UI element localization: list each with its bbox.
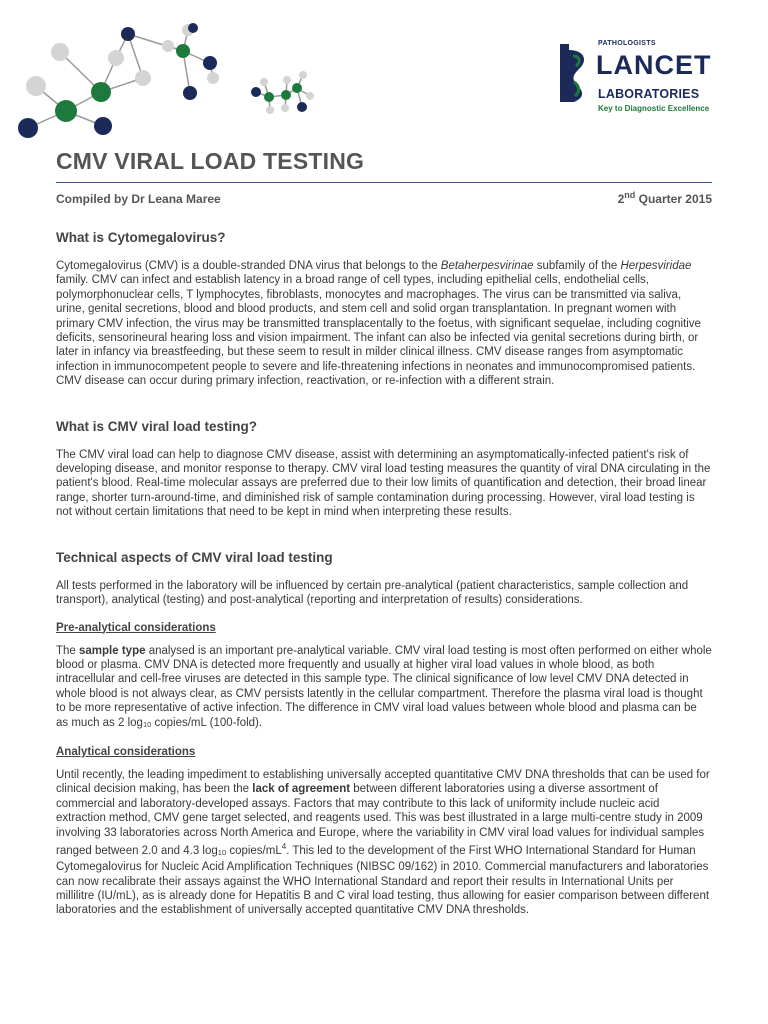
logo-tagline: Key to Diagnostic Excellence xyxy=(598,104,710,113)
text-run: Cytomegalovirus (CMV) is a double-stranded DNA virus that belongs to the xyxy=(56,260,441,272)
text-run: subfamily of the xyxy=(533,260,621,272)
citation-superscript: 4 xyxy=(281,841,287,851)
logo-pathologists-text: PATHOLOGISTS xyxy=(598,40,656,47)
subscript: 10 xyxy=(217,847,227,857)
subheading-analytical: Analytical considerations xyxy=(56,745,196,758)
molecule-illustration xyxy=(0,0,340,150)
text-run: . This led to the development of the First WHO International Standard for Human Cytomegalovirus for Nucleic Acid Amplification Techniques (NIBSC 09/162) in 2010. Commercial manufacturers and laboratories can now recalibrate their assays against the WHO International Standard and report their results in International Units per millilitre (IU/mL), as is already done for Hepatitis B and C viral load testing, thus allowing for easier comparison between different laboratories and the establishment of universally accepted quantitative CMV DNA thresholds. xyxy=(56,844,710,917)
paragraph-technical-intro: All tests performed in the laboratory will be influenced by certain pre-analytical (patient characteristics, sample collection and transport), analytical (testing) and post-analytical (reporting and interpretation of results) considerations. xyxy=(56,579,689,607)
paragraph-analytical xyxy=(56,768,712,918)
paragraph-cmv-intro xyxy=(56,259,712,389)
bold-term: sample type xyxy=(79,644,146,657)
text-run: family. CMV can infect and establish latency in a broad range of cell types, including epithelial cells, endothelial cells, polymorphonuclear cells, T lymphocytes, fibroblasts, monocytes and macrophages. The virus can be transmitted via saliva, urine, genital secretions, blood and blood products, and stem cell and solid organ transplantation. In pregnant women with primary CMV infection, the virus may be transmitted transplacentally to the foetus, with significant sequelae, including cognitive deficits, sensorineural hearing loss and vision impairment. The infant can also be infected via genital secretions during birth, or later in infancy via breastfeeding, but these seem to result in milder clinical illness. CMV disease ranges from asymptomatic infection in immunocompetent people to severe and life-threatening infections in neonates and immunocompromised patients. CMV disease can occur during primary infection, reactivation, or re-infection with a different strain. xyxy=(56,274,701,388)
text-run: analysed is an important pre-analytical variable. CMV viral load testing is most often performed on either whole blood or plasma. CMV DNA is detected more frequently and usually at higher viral load values in whole blood, as both intracellular and cell-free viruses are detected in this sample type. The clinical significance of low level CMV DNA detected in whole blood is not always clear, as CMV persists latently in the cellular compartment. Therefore the plasma viral load is thought to be more representative of active infection. The difference in CMV viral load values between whole blood and plasma can be as much as 2 log xyxy=(56,644,712,729)
subscript: 10 xyxy=(142,719,152,729)
heading-what-is-cmv: What is Cytomegalovirus? xyxy=(56,230,226,245)
italic-term: Herpesviridae xyxy=(620,260,692,272)
title-divider xyxy=(56,182,712,183)
text-run: copies/mL (100-fold). xyxy=(151,716,263,729)
bold-term: lack of agreement xyxy=(252,783,351,796)
paragraph-pre-analytical xyxy=(56,644,712,732)
heading-viral-load-testing: What is CMV viral load testing? xyxy=(56,418,258,434)
publication-quarter xyxy=(618,190,712,206)
quarter-suffix: nd xyxy=(624,190,636,200)
paragraph-viral-load: The CMV viral load can help to diagnose CMV disease, assist with determining an asymptomatically-infected patient's risk of developing disease, and monitor response to therapy. CMV viral load testing measures the quantity of viral DNA circulating in the patient's blood. Real-time molecular assays are preferred due to their low limits of quantification and detection, their broad linear range, shorter turn-around-time, and diminished risk of sample contamination during processing. However, viral load testing is not without certain limitations that need to be kept in mind when interpreting these results. xyxy=(56,448,711,519)
lancet-logo xyxy=(560,40,720,120)
heading-technical-aspects: Technical aspects of CMV viral load testing xyxy=(56,549,333,565)
text-run: Until recently, the leading impediment to establishing universally accepted quantitative CMV DNA thresholds that can be used for clinical decision making, has been the xyxy=(56,768,710,796)
quarter-number: 2 xyxy=(617,192,625,206)
quarter-year: Quarter 2015 xyxy=(635,192,712,206)
logo-mark-icon xyxy=(560,42,594,104)
logo-lancet-text: LANCET xyxy=(596,50,712,80)
document-body xyxy=(56,230,712,932)
text-run: copies/mL xyxy=(226,844,282,857)
text-run: The xyxy=(56,644,80,657)
compiled-by: Compiled by Dr Leana Maree xyxy=(56,192,221,206)
italic-term: Betaherpesvirinae xyxy=(440,260,534,272)
subheading-pre-analytical: Pre-analytical considerations xyxy=(56,621,216,634)
logo-laboratories-text: LABORATORIES xyxy=(598,87,700,101)
document-title: CMV VIRAL LOAD TESTING xyxy=(56,148,365,174)
text-run: between different laboratories using a diverse assortment of commercial and laboratory-developed assays. Factors that may contribute to this lack of uniformity include nucleic acid extraction method, CMV gene target selected, and reagents used. This was best illustrated in a large multi-centre study in 2009 involving 33 laboratories across North America and Europe, where the variability in CMV viral load values for individual samples ranged between 2.0 and 4.3 log xyxy=(56,783,705,857)
